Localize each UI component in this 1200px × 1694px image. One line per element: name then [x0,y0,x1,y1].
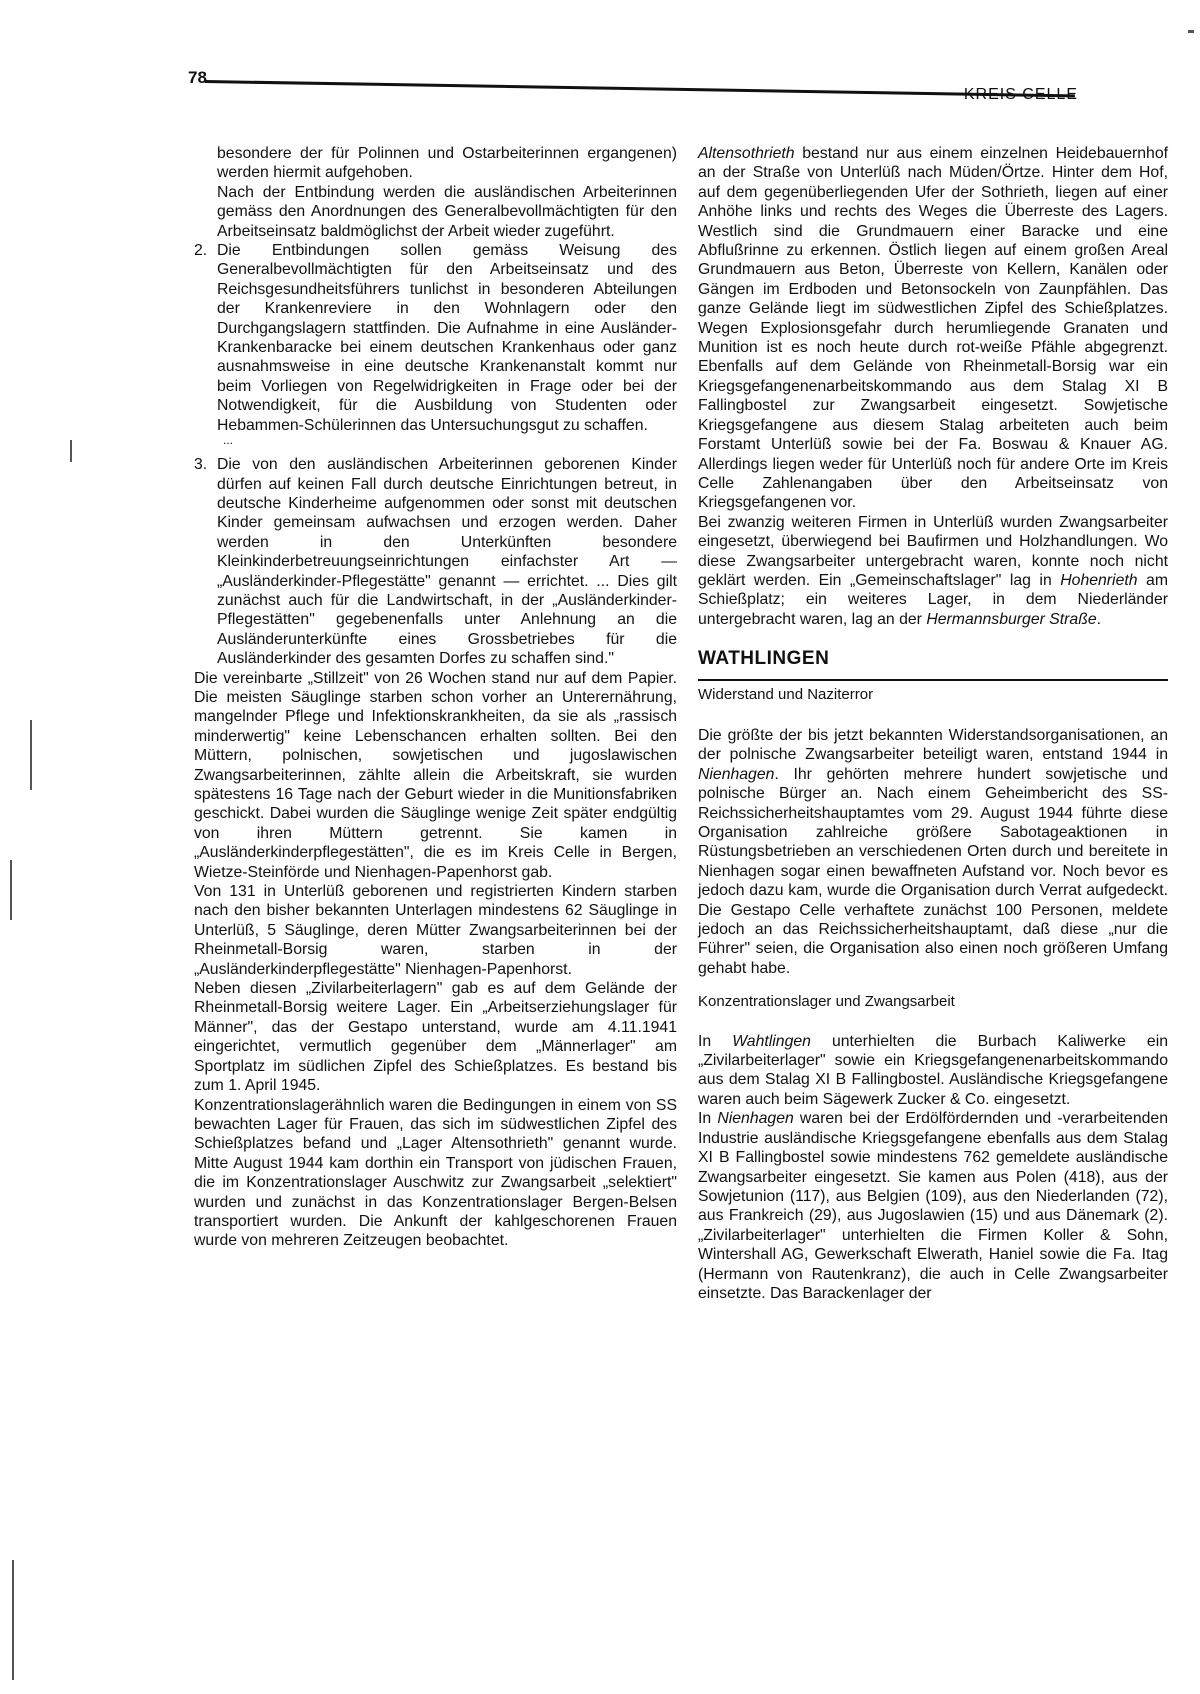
paragraph: Von 131 in Unterlüß geborenen und registrierten Kindern starben nach den bisher bekannten Unterlagen mindestens 62 Säuglinge in Unterlüß, 5 Säuglinge, deren Mütter Zwangsarbeiterinnen bei der Rheinmetall-Borsig waren, starben in der „Ausländerkinderpflegestätte" Nienhagen-Papenhorst. [194,883,677,978]
section-rule [698,679,1168,681]
scan-mark [10,860,12,920]
place-name: Hohenrieth [1060,571,1138,589]
paragraph [698,726,1168,978]
list-number: 3. [194,456,208,474]
paragraph-text: am Schießplatz; ein weiteres Lager, in dem Niederländer untergebracht waren, lag an der [698,571,1168,628]
running-head: KREIS CELLE [963,86,1078,103]
paragraph: besondere der für Polinnen und Ostarbeiterinnen ergangenen) werden hiermit aufgehoben. [217,145,677,182]
paragraph-text: unterhielten die Burbach Kaliwerke ein „Zivilarbeiterlager" sowie ein Kriegsgefangenenarbeitskommando aus dem Stalag XI B Fallingbostel. Ausländische Kriegsgefangene waren auch beim Sägewerk Zucker & Co. eingesetzt. [698,1032,1168,1108]
scan-mark [12,1560,14,1680]
scan-mark [30,720,32,790]
left-column [194,144,677,1251]
paragraph-text: waren bei der Erdölfördernden und -verarbeitenden Industrie ausländische Kriegsgefangene ebenfalls aus dem Stalag XI B Fallingbostel sowie mindestens 762 gemeldete ausländische Zwangsarbeiter eingesetzt. Sie kamen aus Polen (418), aus der Sowjetunion (117), aus Belgien (109), aus den Niederlanden (72), aus Frankreich (29), aus Jugoslawien (15) und aus Dänemark (2). „Zivilarbeiterlager" unterhielten die Firmen Koller & Sohn, Wintershall AG, Gewerkschaft Elwerath, Haniel sowie die Fa. Itag (Hermann von Rautenkranz), die auch in Celle Zwangsarbeiter einsetzte. Das Barackenlager der [698,1110,1168,1302]
paragraph: Konzentrationslagerähnlich waren die Bedingungen in einem von SS bewachten Lager für Frauen, das sich im südwestlichen Zipfel des Schießplatzes befand und „Lager Altensothrieth" genannt wurde. Mitte August 1944 kam dorthin ein Transport von jüdischen Frauen, die im Konzentrationslager Auschwitz zur Zwangsarbeit „selektiert" wurden und zunächst in das Konzentrationslager Bergen-Belsen transportiert wurden. Die Ankunft der kahlgeschorenen Frauen wurde von mehreren Zeitzeugen beobachtet. [194,1096,677,1250]
subheading: Konzentrationslager und Zwangsarbeit [698,993,955,1011]
paragraph [698,1109,1168,1303]
paragraph-text: . Ihr gehörten mehrere hundert sowjetische und polnische Bürger an. Nach einem Geheimbericht des SS-Reichssicherheitshauptamtes vom 29. August 1944 führte diese Organisation zahlreiche größere Sabotageaktionen in Rüstungsbetrieben an verschiedenen Orten durch und bereitete in Nienhagen sogar einen bewaffneten Aufstand vor. Noch bevor es jedoch dazu kam, wurde die Organisation durch Verrat aufgedeckt. Die Gestapo Celle verhaftete zunächst 100 Personen, meldete jedoch an das Reichssicherheitshauptamt, daß diese „nur die Führer" seien, die Organisation also einen noch größeren Umfang gehabt habe. [698,765,1168,977]
list-item [194,241,677,435]
ellipsis: ... [223,433,234,448]
paragraph [698,513,1168,629]
list-number: 2. [194,242,208,260]
paragraph [698,144,1168,513]
place-name: Nienhagen [698,765,775,783]
paragraph-text: . [1096,610,1102,628]
paragraph: Die vereinbarte „Stillzeit" von 26 Wochen stand nur auf dem Papier. Die meisten Säuglinge starben schon vorher an Unterernährung, mangelnder Pflege und Infektionskrankheiten, da sie als „rassisch minderwertig" keine Lebenschancen erhalten sollten. Bei den Müttern, polnischen, sowjetischen und jugoslawischen Zwangsarbeiterinnen, zählte allein die Arbeitskraft, sie wurden spätestens 16 Tage nach der Geburt wieder in die Munitionsfabriken geschickt. Dabei wurden die Säuglinge wenige Zeit später endgültig von ihren Müttern getrennt. Sie kamen in „Ausländerkinderpflegestätten", die es im Kreis Celle in Bergen, Wietze-Steinförde und Nienhagen-Papenhorst gab. [194,669,677,881]
paragraph: Neben diesen „Zivilarbeiterlagern" gab es auf dem Gelände der Rheinmetall-Borsig weitere Lager. Ein „Arbeitserziehungslager für Männer", das der Gestapo unterstand, wurde am 4.11.1941 eingerichtet, vermutlich gegenüber dem „Männerlager" am Sportplatz im südlichen Zipfel des Schießplatzes. Es bestand bis zum 1. April 1945. [194,980,677,1095]
paragraph-text: Bei zwanzig weiteren Firmen in Unterlüß wurden Zwangsarbeiter eingesetzt, überwiegend bei Baufirmen und Holzhandlungen. Wo diese Zwangsarbeiter untergebracht waren, konnte noch nicht geklärt werden. Ein „Gemeinschaftslager" lag in [698,513,1168,589]
right-column [698,144,1168,1303]
paragraph-text: In [698,1032,733,1050]
paragraph-text: Die größte der bis jetzt bekannten Widerstandsorganisationen, an der polnische Zwangsarbeiter beteiligt waren, entstand 1944 in [698,726,1168,764]
header-rule [205,80,1075,97]
subheading: Widerstand und Naziterror [698,685,874,703]
scan-mark [70,440,72,462]
paragraph: Nach der Entbindung werden die ausländischen Arbeiterinnen gemäss den Anordnungen des Generalbevollmächtigten für den Arbeitseinsatz baldmöglichst der Arbeit wieder zugeführt. [217,183,677,240]
list-item [194,455,677,668]
place-name: Nienhagen [717,1110,794,1128]
paragraph-text: In [698,1110,718,1128]
page-number: 78 [188,68,207,87]
place-name: Hermannsburger Straße [926,610,1097,628]
list-item-text: Die Entbindungen sollen gemäss Weisung des Generalbevollmächtigten für den Arbeitseinsatz und des Reichsgesundheitsführers tunlichst in besonderen Abteilungen der Krankenreviere in den Wohnlagern oder den Durchgangslagern stattfinden. Die Aufnahme in eine Ausländer-Krankenbaracke bei einem deutschen Krankenhaus oder ganz ausnahmsweise in eine deutsche Krankenanstalt kommt nur beim Vorliegen von Regelwidrigkeiten in Frage oder bei der Notwendigkeit, für die Ausbildung von Studenten oder Hebammen-Schülerinnen das Untersuchungsgut zu schaffen. [217,242,677,434]
place-name: Altensothrieth [698,145,795,162]
list-item-text: Die von den ausländischen Arbeiterinnen geborenen Kinder dürfen auf keinen Fall durch deutsche Einrichtungen betreut, in deutsche Kinderheime aufgenommen oder sonst mit deutschen Kinder gemeinsam aufwachsen und erzogen werden. Daher werden in den Unterkünften besondere Kleinkinderbetreuungseinrichtungen einfachster Art — „Ausländerkinder-Pflegestätte" genannt — errichtet. ... Dies gilt zunächst auch für die Landwirtschaft, in der „Ausländerkinder-Pflegestätten" gegebenenfalls unter Anlehnung an die Ausländerunterkünfte eines Grossbetriebes für die Ausländerkinder des gesamten Dorfes zu schaffen sind." [217,456,677,668]
place-name: Wahtlingen [732,1032,811,1050]
paragraph [698,1032,1168,1110]
paragraph-text: bestand nur aus einem einzelnen Heidebauernhof an der Straße von Unterlüß nach Müden/Örtze. Hinter dem Hof, auf dem gegenüberliegenden Ufer der Sothrieth, liegen auf einer Anhöhe links und rechts des Weges die Überreste des Lagers. Westlich sind die Grundmauern einer Baracke und eine Abflußrinne zu erkennen. Östlich liegen auf einem großen Areal Grundmauern aus Beton, Überreste von Kellern, Kanälen oder Gängen im Erdboden und Betonsockeln von Zaunpfählen. Das ganze Gelände liegt im südwestlichen Zipfel des Schießplatzes. Wegen Explosionsgefahr durch herumliegende Granaten und Munition ist es noch heute durch rot-weiße Pfähle abgegrenzt. Ebenfalls auf dem Gelände von Rheinmetall-Borsig war ein Kriegsgefangenenarbeitskommando aus dem Stalag XI B Fallingbostel zur Zwangsarbeit eingesetzt. Sowjetische Kriegsgefangene aus diesem Stalag arbeiteten auch beim Forstamt Unterlüß sowie bei der Fa. Boswau & Knauer AG. Allerdings liegen weder für Unterlüß noch für andere Orte im Kreis Celle Zahlenangaben über den Arbeitseinsatz von Kriegsgefangenen vor. [698,145,1168,512]
section-title: WATHLINGEN [698,648,830,670]
scan-mark [1188,30,1194,33]
